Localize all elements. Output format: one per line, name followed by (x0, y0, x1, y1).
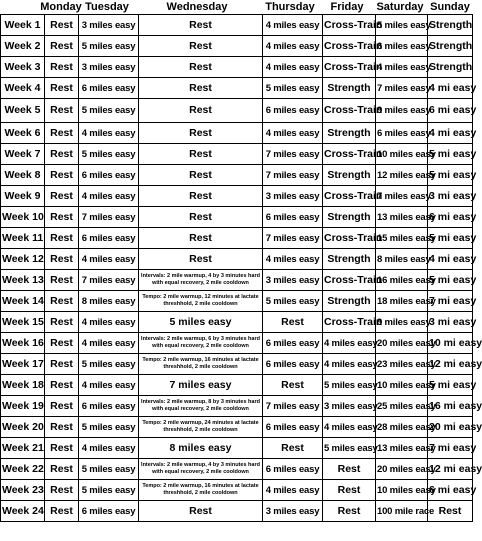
cell-sat: 15 miles easy (376, 228, 428, 249)
table-row (1, 207, 473, 228)
cell-sat: 9 miles easy (376, 99, 428, 123)
cell-wed: Rest (139, 144, 263, 165)
cell-sat: 16 miles easy (376, 270, 428, 291)
cell-tue: 7 miles easy (79, 270, 139, 291)
cell-fri: Strength (323, 291, 376, 312)
cell-fri: Cross-Train (323, 186, 376, 207)
cell-sun: 6 mi easy (428, 480, 473, 501)
cell-wed: Rest (139, 36, 263, 57)
cell-week: Week 14 (1, 291, 45, 312)
header-saturday: Saturday (376, 1, 424, 13)
cell-mon: Rest (45, 396, 79, 417)
cell-tue: 6 miles easy (79, 165, 139, 186)
cell-fri: Cross-Train (323, 312, 376, 333)
cell-wed: Rest (139, 57, 263, 78)
cell-thu: 6 miles easy (263, 207, 323, 228)
cell-week: Week 11 (1, 228, 45, 249)
cell-fri: Cross-Train (323, 270, 376, 291)
cell-tue: 4 miles easy (79, 312, 139, 333)
cell-sat: 13 miles easy (376, 438, 428, 459)
cell-tue: 6 miles easy (79, 396, 139, 417)
cell-week: Week 12 (1, 249, 45, 270)
cell-thu: 3 miles easy (263, 501, 323, 522)
cell-thu: 6 miles easy (263, 417, 323, 438)
cell-thu: Rest (263, 375, 323, 396)
cell-sat: 4 miles easy (376, 57, 428, 78)
cell-wed: Rest (139, 99, 263, 123)
cell-sun: 16 mi easy (428, 396, 473, 417)
cell-thu: 5 miles easy (263, 78, 323, 99)
table-row (1, 270, 473, 291)
cell-thu: 3 miles easy (263, 186, 323, 207)
cell-sat: 20 miles easy (376, 333, 428, 354)
cell-fri: 4 miles easy (323, 354, 376, 375)
cell-wed: Tempo: 2 mile warmup, 16 minutes at lactate threshhold, 2 mile cooldown (139, 354, 263, 375)
cell-thu: 4 miles easy (263, 15, 323, 36)
cell-fri: 3 miles easy (323, 396, 376, 417)
cell-thu: 7 miles easy (263, 228, 323, 249)
cell-sat: 23 miles easy (376, 354, 428, 375)
cell-sun: 4 mi easy (428, 249, 473, 270)
cell-week: Week 6 (1, 123, 45, 144)
cell-week: Week 2 (1, 36, 45, 57)
cell-fri: 4 miles easy (323, 417, 376, 438)
cell-sun: Strength (428, 57, 473, 78)
cell-tue: 8 miles easy (79, 291, 139, 312)
cell-fri: Cross-Train (323, 228, 376, 249)
cell-wed: Tempo: 2 mile warmup, 16 minutes at lactate threshhold, 2 mile cooldown (139, 480, 263, 501)
cell-wed: Rest (139, 228, 263, 249)
cell-week: Week 5 (1, 99, 45, 123)
cell-tue: 4 miles easy (79, 249, 139, 270)
cell-thu: Rest (263, 438, 323, 459)
cell-tue: 6 miles easy (79, 228, 139, 249)
cell-tue: 3 miles easy (79, 57, 139, 78)
cell-week: Week 10 (1, 207, 45, 228)
cell-thu: 4 miles easy (263, 480, 323, 501)
cell-tue: 5 miles easy (79, 417, 139, 438)
cell-wed: Intervals: 2 mile warmup, 4 by 3 minutes hard with equal recovery, 2 mile cooldown (139, 270, 263, 291)
cell-sat: 8 miles easy (376, 249, 428, 270)
table-row (1, 417, 473, 438)
cell-week: Week 15 (1, 312, 45, 333)
cell-tue: 5 miles easy (79, 459, 139, 480)
cell-sun: 6 mi easy (428, 99, 473, 123)
table-row (1, 249, 473, 270)
cell-tue: 6 miles easy (79, 501, 139, 522)
cell-mon: Rest (45, 99, 79, 123)
cell-sun: 6 mi easy (428, 207, 473, 228)
cell-sat: 25 miles easy (376, 396, 428, 417)
cell-mon: Rest (45, 144, 79, 165)
cell-mon: Rest (45, 333, 79, 354)
cell-wed: 7 miles easy (139, 375, 263, 396)
cell-week: Week 16 (1, 333, 45, 354)
cell-sat: 7 miles easy (376, 78, 428, 99)
table-row (1, 186, 473, 207)
cell-fri: 4 miles easy (323, 333, 376, 354)
cell-tue: 4 miles easy (79, 333, 139, 354)
cell-mon: Rest (45, 375, 79, 396)
cell-week: Week 17 (1, 354, 45, 375)
cell-tue: 4 miles easy (79, 375, 139, 396)
header-tuesday: Tuesday (85, 1, 129, 13)
cell-wed: Tempo: 2 mile warmup, 12 minutes at lactate threshhold, 2 mile cooldown (139, 291, 263, 312)
cell-thu: 7 miles easy (263, 396, 323, 417)
cell-week: Week 19 (1, 396, 45, 417)
cell-mon: Rest (45, 165, 79, 186)
cell-tue: 5 miles easy (79, 99, 139, 123)
cell-sat: 20 miles easy (376, 459, 428, 480)
cell-thu: 7 miles easy (263, 165, 323, 186)
training-schedule-table (0, 14, 482, 522)
header-friday: Friday (330, 1, 364, 13)
cell-mon: Rest (45, 15, 79, 36)
table-row (1, 165, 473, 186)
cell-wed: 5 miles easy (139, 312, 263, 333)
table-row (1, 438, 473, 459)
cell-week: Week 1 (1, 15, 45, 36)
cell-wed: Rest (139, 78, 263, 99)
cell-tue: 7 miles easy (79, 207, 139, 228)
cell-sun: 4 mi easy (428, 123, 473, 144)
cell-fri: Cross-Train (323, 144, 376, 165)
table-row (1, 99, 473, 123)
cell-fri: Cross-Train (323, 99, 376, 123)
cell-week: Week 4 (1, 78, 45, 99)
table-row (1, 354, 473, 375)
cell-sun: 10 mi easy (428, 333, 473, 354)
cell-sat: 10 miles easy (376, 375, 428, 396)
cell-tue: 5 miles easy (79, 144, 139, 165)
cell-week: Week 3 (1, 57, 45, 78)
cell-mon: Rest (45, 36, 79, 57)
cell-tue: 5 miles easy (79, 480, 139, 501)
cell-thu: 5 miles easy (263, 291, 323, 312)
cell-wed: Intervals: 2 mile warmup, 4 by 3 minutes hard with equal recovery, 2 mile cooldown (139, 459, 263, 480)
cell-thu: 4 miles easy (263, 57, 323, 78)
cell-sat: 12 miles easy (376, 165, 428, 186)
cell-sun: 5 mi easy (428, 144, 473, 165)
cell-wed: Intervals: 2 mile warmup, 8 by 3 minutes hard with equal recovery, 2 mile cooldown (139, 396, 263, 417)
cell-sat: 28 miles easy (376, 417, 428, 438)
cell-sat: 10 miles easy (376, 144, 428, 165)
cell-wed: Rest (139, 165, 263, 186)
table-row (1, 333, 473, 354)
cell-mon: Rest (45, 417, 79, 438)
cell-fri: Strength (323, 78, 376, 99)
table-row (1, 396, 473, 417)
table-row (1, 459, 473, 480)
cell-wed: Rest (139, 15, 263, 36)
cell-sat: 13 miles easy (376, 207, 428, 228)
cell-mon: Rest (45, 291, 79, 312)
table-row (1, 123, 473, 144)
cell-thu: 6 miles easy (263, 333, 323, 354)
cell-mon: Rest (45, 249, 79, 270)
cell-tue: 6 miles easy (79, 78, 139, 99)
table-row (1, 375, 473, 396)
cell-mon: Rest (45, 78, 79, 99)
header-monday: Monday (40, 1, 82, 13)
cell-sun: Strength (428, 36, 473, 57)
cell-fri: Cross-Train (323, 57, 376, 78)
cell-tue: 4 miles easy (79, 123, 139, 144)
cell-sun: 3 mi easy (428, 312, 473, 333)
cell-wed: Rest (139, 249, 263, 270)
cell-tue: 5 miles easy (79, 354, 139, 375)
cell-mon: Rest (45, 207, 79, 228)
cell-week: Week 20 (1, 417, 45, 438)
cell-fri: Strength (323, 207, 376, 228)
cell-thu: 4 miles easy (263, 249, 323, 270)
cell-week: Week 8 (1, 165, 45, 186)
cell-fri: Strength (323, 123, 376, 144)
cell-wed: Rest (139, 207, 263, 228)
cell-sun: 5 mi easy (428, 228, 473, 249)
table-row (1, 291, 473, 312)
table-row (1, 36, 473, 57)
cell-sat: 10 miles easy (376, 480, 428, 501)
cell-week: Week 23 (1, 480, 45, 501)
cell-sun: 7 mi easy (428, 438, 473, 459)
cell-mon: Rest (45, 123, 79, 144)
cell-sun: Strength (428, 15, 473, 36)
cell-thu: Rest (263, 312, 323, 333)
cell-sat: 6 miles easy (376, 36, 428, 57)
cell-fri: Rest (323, 459, 376, 480)
cell-sun: Rest (428, 501, 473, 522)
header-wednesday: Wednesday (166, 1, 228, 13)
cell-thu: 6 miles easy (263, 459, 323, 480)
cell-sat: 6 miles easy (376, 123, 428, 144)
cell-wed: Rest (139, 501, 263, 522)
cell-sun: 7 mi easy (428, 291, 473, 312)
cell-week: Week 18 (1, 375, 45, 396)
cell-thu: 6 miles easy (263, 354, 323, 375)
cell-week: Week 24 (1, 501, 45, 522)
cell-mon: Rest (45, 480, 79, 501)
table-row (1, 501, 473, 522)
table-row (1, 228, 473, 249)
cell-sun: 20 mi easy (428, 417, 473, 438)
cell-mon: Rest (45, 186, 79, 207)
cell-tue: 5 miles easy (79, 36, 139, 57)
cell-week: Week 13 (1, 270, 45, 291)
cell-mon: Rest (45, 438, 79, 459)
cell-sun: 12 mi easy (428, 459, 473, 480)
cell-week: Week 7 (1, 144, 45, 165)
cell-week: Week 21 (1, 438, 45, 459)
cell-wed: Rest (139, 186, 263, 207)
cell-thu: 3 miles easy (263, 270, 323, 291)
cell-sun: 5 mi easy (428, 375, 473, 396)
cell-fri: Cross-Train (323, 36, 376, 57)
cell-sun: 4 mi easy (428, 78, 473, 99)
cell-sun: 3 mi easy (428, 186, 473, 207)
cell-sun: 12 mi easy (428, 354, 473, 375)
cell-sun: 5 mi easy (428, 270, 473, 291)
cell-tue: 3 miles easy (79, 15, 139, 36)
cell-tue: 4 miles easy (79, 438, 139, 459)
schedule-body (1, 15, 482, 522)
cell-sat: 7 miles easy (376, 186, 428, 207)
cell-mon: Rest (45, 228, 79, 249)
cell-week: Week 9 (1, 186, 45, 207)
cell-mon: Rest (45, 459, 79, 480)
cell-mon: Rest (45, 270, 79, 291)
cell-fri: Strength (323, 249, 376, 270)
cell-fri: Rest (323, 480, 376, 501)
cell-mon: Rest (45, 57, 79, 78)
header-thursday: Thursday (265, 1, 315, 13)
cell-thu: 6 miles easy (263, 99, 323, 123)
cell-wed: Intervals: 2 mile warmup, 6 by 3 minutes hard with equal recovery, 2 mile cooldown (139, 333, 263, 354)
cell-tue: 4 miles easy (79, 186, 139, 207)
cell-fri: Strength (323, 165, 376, 186)
cell-wed: Rest (139, 123, 263, 144)
cell-mon: Rest (45, 354, 79, 375)
table-row (1, 312, 473, 333)
cell-mon: Rest (45, 312, 79, 333)
cell-fri: 5 miles easy (323, 438, 376, 459)
table-row (1, 57, 473, 78)
table-row (1, 78, 473, 99)
table-row (1, 480, 473, 501)
cell-sun: 5 mi easy (428, 165, 473, 186)
cell-thu: 4 miles easy (263, 123, 323, 144)
cell-wed: 8 miles easy (139, 438, 263, 459)
column-header-row (0, 0, 473, 14)
cell-sat: 18 miles easy (376, 291, 428, 312)
cell-sat: 5 miles easy (376, 15, 428, 36)
cell-sat: 100 mile race (376, 501, 428, 522)
cell-fri: 5 miles easy (323, 375, 376, 396)
header-sunday: Sunday (430, 1, 470, 13)
cell-thu: 7 miles easy (263, 144, 323, 165)
cell-mon: Rest (45, 501, 79, 522)
cell-thu: 4 miles easy (263, 36, 323, 57)
cell-week: Week 22 (1, 459, 45, 480)
cell-fri: Rest (323, 501, 376, 522)
table-row (1, 144, 473, 165)
cell-sat: 9 miles easy (376, 312, 428, 333)
cell-wed: Tempo: 2 mile warmup, 24 minutes at lactate threshhold, 2 mile cooldown (139, 417, 263, 438)
cell-fri: Cross-Train (323, 15, 376, 36)
table-row (1, 15, 473, 36)
